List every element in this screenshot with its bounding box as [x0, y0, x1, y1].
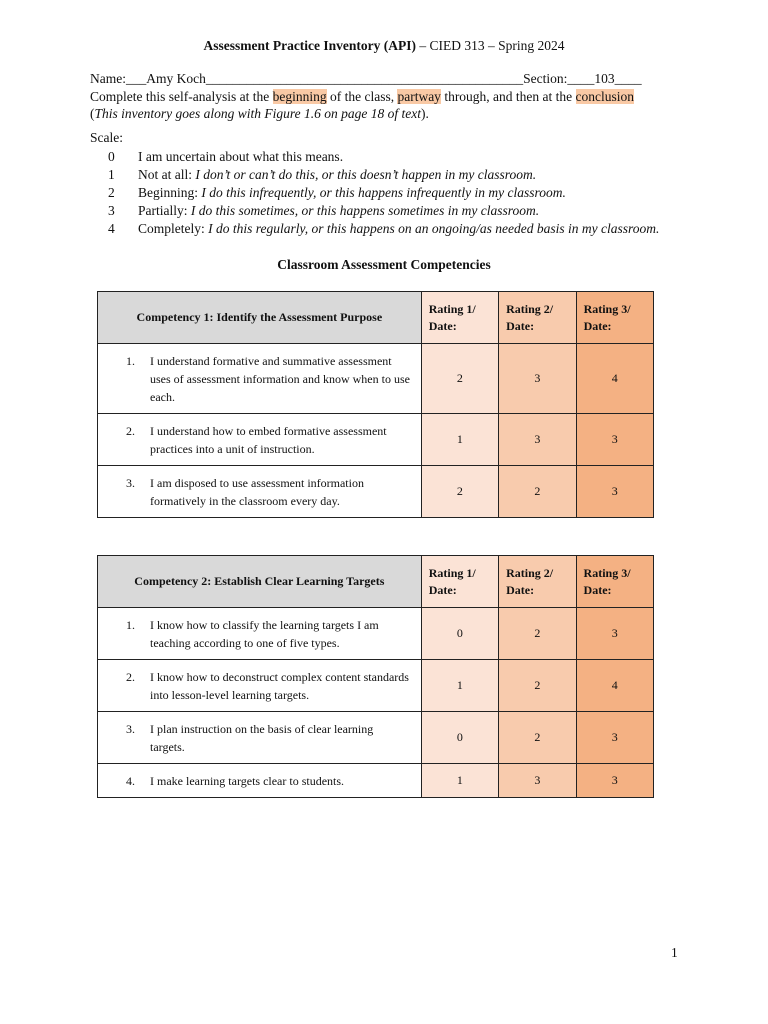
- rating-1-value[interactable]: 0: [421, 608, 498, 660]
- date-label: Date:: [583, 318, 612, 333]
- item-text: I understand how to embed formative assessment practices into a unit of instruction.: [150, 423, 387, 456]
- scale-number: 3: [108, 203, 115, 218]
- item-text: I know how to classify the learning targets I am teaching according to one of five types.: [150, 617, 379, 650]
- table-row: [98, 764, 654, 798]
- scale-item: [108, 202, 659, 220]
- instr-text-1: Complete this self-analysis at the: [90, 89, 273, 104]
- scale-lead: Completely:: [138, 221, 209, 236]
- scale-number: 2: [108, 185, 115, 200]
- rating-1-value[interactable]: 1: [421, 414, 498, 466]
- rating-label: Rating 3/: [583, 565, 631, 580]
- table-row: [98, 712, 654, 764]
- scale-description: I do this regularly, or this happens on an ongoing/as needed basis in my classroom.: [208, 221, 660, 236]
- scale-lead: Partially:: [138, 203, 191, 218]
- competency-item: [98, 608, 422, 660]
- rating-3-value[interactable]: 4: [576, 344, 653, 414]
- competency-item: [98, 660, 422, 712]
- page-number: 1: [671, 945, 678, 960]
- name-label: Name:___: [90, 71, 147, 86]
- item-text: I understand formative and summative assessment uses of assessment information and know when to use each.: [150, 353, 410, 404]
- highlight-conclusion: conclusion: [575, 89, 635, 104]
- table-row: [98, 466, 654, 518]
- date-label: Date:: [506, 318, 535, 333]
- item-number: 1.: [126, 353, 135, 368]
- instructions-line-2: [90, 105, 634, 122]
- scale-label: Scale:: [90, 130, 123, 145]
- table-row: [98, 414, 654, 466]
- instructions-line-1: [90, 88, 634, 105]
- table-row: [98, 608, 654, 660]
- figure-reference: This inventory goes along with Figure 1.6 on page 18 of text: [94, 106, 421, 121]
- competency-heading: Competency 2: Establish Clear Learning Targets: [98, 556, 422, 608]
- scale-number: 4: [108, 221, 115, 236]
- name-line: [90, 71, 642, 87]
- section-value: 103: [594, 71, 615, 86]
- scale-description: I do this infrequently, or this happens infrequently in my classroom.: [201, 185, 566, 200]
- rating-label: Rating 1/: [428, 565, 476, 580]
- rating-1-value[interactable]: 2: [421, 344, 498, 414]
- competency-header-row: [98, 556, 654, 608]
- instructions: [90, 88, 634, 122]
- rating-2-value[interactable]: 2: [499, 712, 576, 764]
- rating-1-header: [421, 292, 498, 344]
- rating-label: Rating 2/: [506, 565, 554, 580]
- scale-item: [108, 166, 659, 184]
- item-number: 4.: [126, 773, 135, 788]
- rating-3-value[interactable]: 3: [576, 712, 653, 764]
- scale-description: I don’t or can’t do this, or this doesn’t happen in my classroom.: [195, 167, 537, 182]
- rating-2-header: [499, 556, 576, 608]
- rating-3-value[interactable]: 4: [576, 660, 653, 712]
- competency-item: [98, 712, 422, 764]
- competency-table-1: [97, 291, 654, 518]
- date-label: Date:: [428, 318, 457, 333]
- scale-lead: Beginning:: [138, 185, 202, 200]
- document-title: [0, 38, 768, 54]
- rating-label: Rating 3/: [583, 301, 631, 316]
- competency-item: [98, 764, 422, 798]
- scale-description: I do this sometimes, or this happens sometimes in my classroom.: [190, 203, 540, 218]
- instr-text-2: of the class,: [326, 89, 398, 104]
- rating-2-value[interactable]: 2: [499, 660, 576, 712]
- competency-item: [98, 414, 422, 466]
- competency-item: [98, 344, 422, 414]
- name-value: Amy Koch: [146, 71, 206, 86]
- competency-item: [98, 466, 422, 518]
- scale-number: 0: [108, 149, 115, 164]
- rating-2-value[interactable]: 3: [499, 764, 576, 798]
- highlight-beginning: beginning: [272, 89, 327, 104]
- paren-open: (: [90, 106, 95, 121]
- rating-2-value[interactable]: 3: [499, 344, 576, 414]
- rating-3-value[interactable]: 3: [576, 608, 653, 660]
- rating-3-value[interactable]: 3: [576, 414, 653, 466]
- rating-2-value[interactable]: 2: [499, 608, 576, 660]
- scale-item: [108, 184, 659, 202]
- rating-3-header: [576, 556, 653, 608]
- item-number: 2.: [126, 669, 135, 684]
- section-blank: ____: [614, 71, 642, 86]
- scale-lead: I am uncertain about what this means.: [138, 149, 344, 164]
- item-number: 2.: [126, 423, 135, 438]
- section-label: Section:____: [523, 71, 595, 86]
- rating-2-value[interactable]: 2: [499, 466, 576, 518]
- rating-1-value[interactable]: 0: [421, 712, 498, 764]
- competency-header-row: [98, 292, 654, 344]
- scale-lead: Not at all:: [138, 167, 196, 182]
- competency-heading: Competency 1: Identify the Assessment Purpose: [98, 292, 422, 344]
- rating-label: Rating 1/: [428, 301, 476, 316]
- highlight-partway: partway: [397, 89, 441, 104]
- rating-3-value[interactable]: 3: [576, 466, 653, 518]
- table-row: [98, 344, 654, 414]
- section-title: Classroom Assessment Competencies: [277, 257, 491, 272]
- rating-2-header: [499, 292, 576, 344]
- rating-3-value[interactable]: 3: [576, 764, 653, 798]
- date-label: Date:: [583, 582, 612, 597]
- item-number: 3.: [126, 721, 135, 736]
- title-rest: – CIED 313 – Spring 2024: [416, 38, 565, 53]
- date-label: Date:: [506, 582, 535, 597]
- scale-item: [108, 220, 659, 238]
- item-text: I am disposed to use assessment information formatively in the classroom every day.: [150, 475, 364, 508]
- name-blank: _______________________________________________: [205, 71, 524, 86]
- item-number: 1.: [126, 617, 135, 632]
- scale-number: 1: [108, 167, 115, 182]
- item-text: I make learning targets clear to students.: [150, 773, 345, 788]
- rating-1-value[interactable]: 1: [421, 764, 498, 798]
- rating-1-header: [421, 556, 498, 608]
- paren-close: ).: [420, 106, 429, 121]
- scale-item: [108, 148, 659, 166]
- date-label: Date:: [428, 582, 457, 597]
- rating-1-value[interactable]: 2: [421, 466, 498, 518]
- title-bold: Assessment Practice Inventory (API): [203, 38, 417, 53]
- item-text: I know how to deconstruct complex content standards into lesson-level learning targets.: [150, 669, 409, 702]
- item-text: I plan instruction on the basis of clear learning targets.: [150, 721, 374, 754]
- competency-table-2: [97, 555, 654, 798]
- rating-2-value[interactable]: 3: [499, 414, 576, 466]
- table-row: [98, 660, 654, 712]
- instr-text-3: through, and then at the: [440, 89, 576, 104]
- rating-label: Rating 2/: [506, 301, 554, 316]
- item-number: 3.: [126, 475, 135, 490]
- scale-list: [108, 148, 659, 238]
- rating-1-value[interactable]: 1: [421, 660, 498, 712]
- rating-3-header: [576, 292, 653, 344]
